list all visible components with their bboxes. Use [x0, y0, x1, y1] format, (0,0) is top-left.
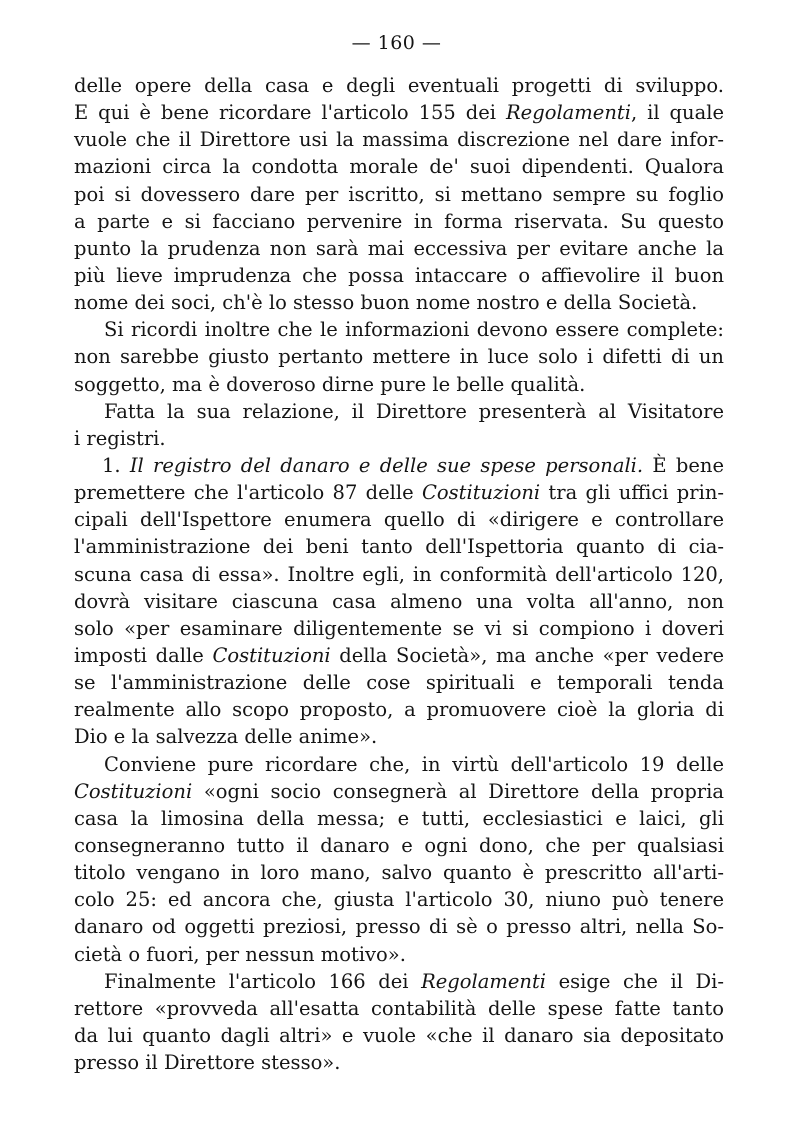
text-line-24: realmente allo scopo proposto, a promuovere cioè la gloria di — [74, 698, 724, 722]
text-line-29: consegneranno tutto il danaro e ogni dono, che per qualsiasi — [74, 833, 724, 857]
text-line-5: poi si dovessero dare per iscritto, si mettano sempre su foglio — [74, 182, 724, 206]
text-line-22: imposti dalle Costituzioni della Società», ma anche «per vedere — [74, 643, 724, 667]
text-line-17: cipali dell'Ispettore enumera quello di «dirigere e controllare — [74, 508, 724, 532]
text-line-23: se l'amministrazione delle cose spirituali e temporali tenda — [74, 671, 724, 695]
italic-title: Regolamenti — [421, 969, 547, 993]
text-line-21: solo «per esaminare diligentemente se vi si compiono i doveri — [74, 616, 724, 640]
text-line-6: a parte e si facciano pervenire in forma riservata. Su questo — [74, 209, 724, 233]
text-line-33: cietà o fuori, per nessun motivo». — [74, 942, 406, 966]
text-line-25: Dio e la salvezza delle anime». — [74, 725, 378, 749]
page-number-header: — 160 — — [351, 32, 442, 54]
text-line-27: Costituzioni «ogni socio consegnerà al Direttore della propria — [74, 779, 724, 803]
text-line-32: danaro od oggetti preziosi, presso di sè o presso altri, nella So- — [74, 915, 724, 939]
text-line-9: nome dei soci, ch'è lo stesso buon nome nostro e della Società. — [74, 291, 698, 315]
text-line-8: più lieve imprudenza che possa intaccare o affievolire il buon — [74, 263, 724, 287]
text-line-11: non sarebbe giusto pertanto mettere in luce solo i difetti di un — [74, 345, 724, 369]
text-line-1: delle opere della casa e degli eventuali progetti di sviluppo. — [74, 74, 724, 97]
text-line-35: rettore «provveda all'esatta contabilità delle spese fatte tanto — [74, 996, 724, 1020]
italic-title: Costituzioni — [212, 643, 331, 667]
text-line-3: vuole che il Direttore usi la massima discrezione nel dare infor- — [74, 128, 724, 152]
text-line-19: scuna casa di essa». Inoltre egli, in conformità dell'articolo 120, — [74, 562, 724, 586]
text-line-18: l'amministrazione dei beni tanto dell'Ispettoria quanto di cia- — [74, 535, 724, 559]
italic-title: Costituzioni — [421, 481, 541, 505]
section-number: 1. — [102, 453, 130, 477]
text-line-26: Conviene pure ricordare che, in virtù dell'articolo 19 delle — [104, 752, 724, 776]
text-line-7: punto la prudenza non sarà mai eccessiva per evitare anche la — [74, 236, 724, 260]
text-line-36: da lui quanto dagli altri» e vuole «che il danaro sia depositato — [74, 1023, 724, 1047]
text-line-20: dovrà visitare ciascuna casa almeno una volta all'anno, non — [74, 589, 724, 613]
text-line-2: E qui è bene ricordare l'articolo 155 dei Regolamenti, il quale — [74, 101, 724, 125]
text-line-10: Si ricordi inoltre che le informazioni devono essere complete: — [104, 318, 724, 342]
text-line-37: presso il Direttore stesso». — [74, 1051, 341, 1075]
text-line-13: Fatta la sua relazione, il Direttore presenterà al Visitatore — [104, 399, 724, 423]
italic-title: Regolamenti — [506, 101, 631, 125]
text-line-12: soggetto, ma è doveroso dirne pure le belle qualità. — [74, 372, 586, 396]
text-line-28: casa la limosina della messa; e tutti, ecclesiastici e laici, gli — [74, 806, 724, 830]
text-line-34: Finalmente l'articolo 166 dei Regolamenti esige che il Di- — [104, 969, 724, 993]
text-line-31: colo 25: ed ancora che, giusta l'articolo 30, niuno può tenere — [74, 888, 724, 912]
body-text — [74, 72, 724, 1076]
text-line-4: mazioni circa la condotta morale de' suoi dipendenti. Qualora — [74, 155, 724, 179]
text-line-14: i registri. — [74, 426, 166, 450]
italic-title: Costituzioni — [74, 779, 193, 803]
text-line-16: premettere che l'articolo 87 delle Costituzioni tra gli uffici prin- — [74, 481, 724, 505]
section-line-rest: È bene — [643, 453, 724, 477]
text-line-30: titolo vengano in loro mano, salvo quanto è prescritto all'arti- — [74, 861, 724, 885]
section-title-italic: Il registro del danaro e delle sue spese personali. — [129, 453, 644, 477]
text-line-15 — [74, 452, 724, 479]
